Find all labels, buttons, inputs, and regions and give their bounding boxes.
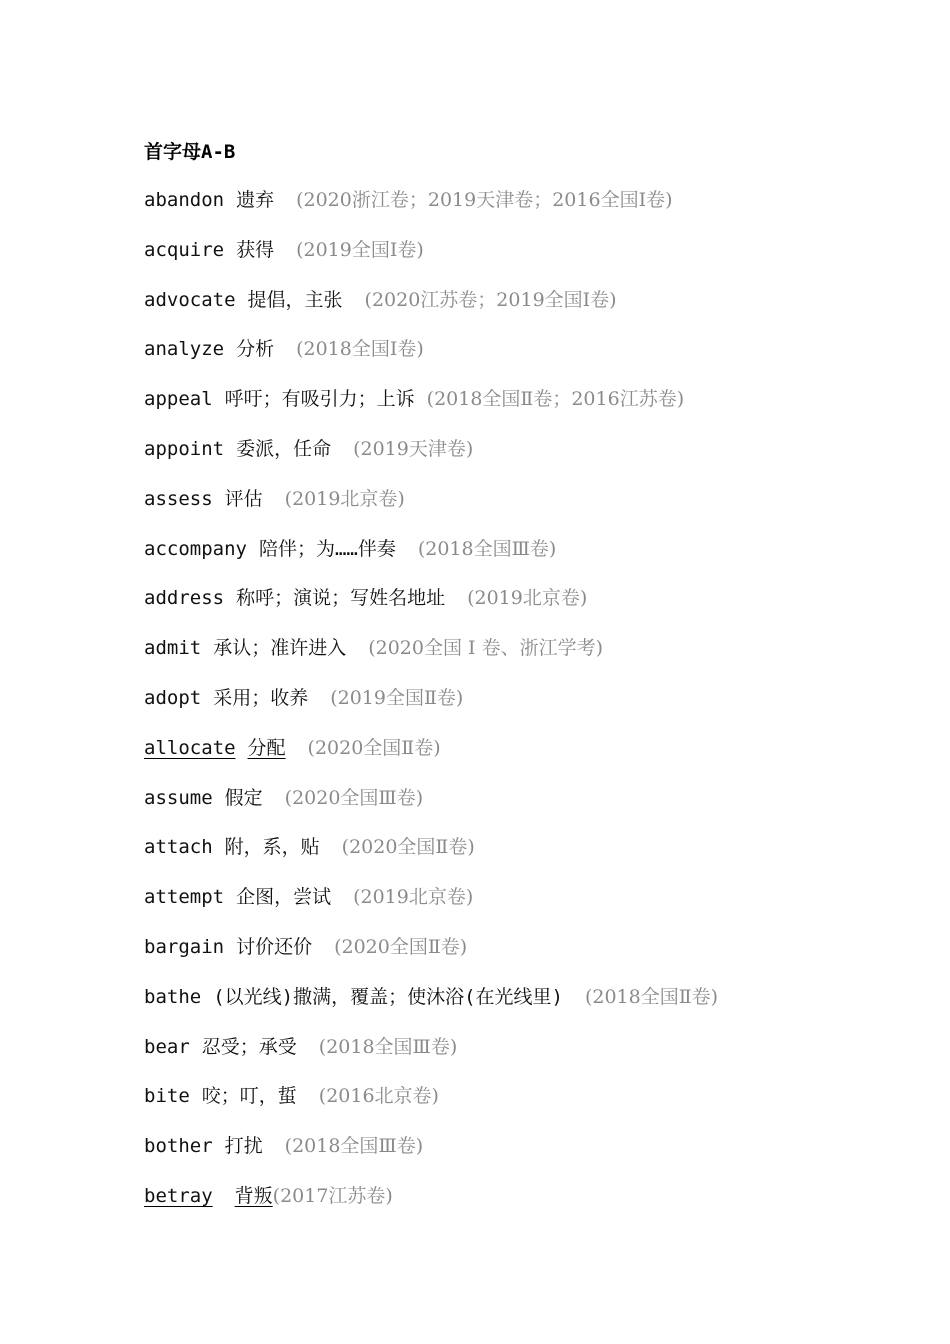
- entry-source: (2020全国Ⅱ卷): [341, 836, 475, 859]
- entry-meaning: 承认；准许进入: [213, 637, 347, 660]
- list-item: [144, 185, 924, 235]
- entry-source: (2018全国Ⅱ卷): [584, 985, 719, 1008]
- entry-meaning: 评估: [224, 487, 263, 510]
- list-item: [144, 783, 924, 833]
- entry-word: assess: [144, 487, 213, 510]
- entry-meaning: 采用；收养: [213, 686, 309, 709]
- entry-word: appoint: [144, 437, 225, 460]
- entry-source: (2018全国Ⅰ卷): [296, 338, 424, 361]
- entry-source: (2016北京卷): [318, 1085, 439, 1108]
- entry-meaning: 获得: [236, 238, 275, 261]
- list-item: [144, 1181, 924, 1231]
- entry-meaning: 附，系，贴: [224, 836, 320, 859]
- entry-word: allocate: [144, 736, 236, 759]
- entry-word: attach: [144, 836, 213, 859]
- entry-meaning: 咬；叮，蜇: [201, 1085, 297, 1108]
- vocabulary-list: [144, 185, 924, 1231]
- list-item: [144, 384, 924, 434]
- entry-word: attempt: [144, 886, 225, 909]
- entry-source: (2019北京卷): [284, 487, 405, 510]
- section-heading: 首字母A-B: [144, 141, 236, 163]
- entry-word: address: [144, 587, 225, 610]
- entry-source: (2018全国Ⅲ卷): [318, 1035, 458, 1058]
- entry-word: analyze: [144, 338, 225, 361]
- list-item: [144, 882, 924, 932]
- entry-word: appeal: [144, 388, 213, 411]
- entry-word: advocate: [144, 288, 236, 311]
- entry-meaning: 打扰: [224, 1135, 263, 1158]
- list-item: [144, 484, 924, 534]
- entry-meaning: 背叛: [234, 1184, 273, 1207]
- entry-word: bathe: [144, 985, 202, 1008]
- list-item: [144, 832, 924, 882]
- list-item: [144, 285, 924, 335]
- list-item: [144, 1032, 924, 1082]
- list-item: [144, 733, 924, 783]
- entry-meaning: 假定: [224, 786, 263, 809]
- entry-word: bite: [144, 1085, 190, 1108]
- entry-source: (2018全国Ⅱ卷；2016江苏卷): [426, 388, 685, 411]
- entry-word: bother: [144, 1135, 213, 1158]
- entry-source: (2020全国 Ⅰ 卷、浙江学考): [368, 637, 603, 660]
- entry-source: (2020全国Ⅱ卷): [334, 935, 468, 958]
- entry-word: abandon: [144, 189, 225, 211]
- entry-source: (2017江苏卷): [272, 1184, 393, 1207]
- entry-source: (2019北京卷): [467, 587, 588, 610]
- list-item: [144, 534, 924, 584]
- entry-meaning: 陪伴；为……伴奏: [258, 537, 396, 560]
- entry-meaning: 遗弃: [236, 189, 275, 211]
- list-item: [144, 982, 924, 1032]
- entry-meaning: 分配: [247, 736, 286, 759]
- entry-source: (2020全国Ⅲ卷): [284, 786, 424, 809]
- entry-meaning: 呼吁；有吸引力；上诉: [224, 388, 415, 411]
- list-item: [144, 235, 924, 285]
- entry-meaning: (以光线)撒满，覆盖；使沐浴(在光线里): [213, 985, 563, 1008]
- entry-meaning: 忍受；承受: [201, 1035, 297, 1058]
- entry-word: betray: [144, 1184, 213, 1207]
- entry-source: (2020浙江卷；2019天津卷；2016全国Ⅰ卷): [296, 189, 673, 211]
- entry-meaning: 提倡，主张: [247, 288, 343, 311]
- list-item: [144, 683, 924, 733]
- entry-meaning: 讨价还价: [236, 935, 313, 958]
- entry-meaning: 委派，任命: [236, 437, 332, 460]
- list-item: [144, 1081, 924, 1131]
- entry-source: (2019全国Ⅰ卷): [296, 238, 424, 261]
- list-item: [144, 334, 924, 384]
- entry-word: bargain: [144, 935, 225, 958]
- entry-source: (2018全国Ⅲ卷): [284, 1135, 424, 1158]
- entry-meaning: 分析: [236, 338, 275, 361]
- entry-source: (2019全国Ⅱ卷): [330, 686, 464, 709]
- entry-source: (2019北京卷): [353, 886, 474, 909]
- entry-word: bear: [144, 1035, 190, 1058]
- entry-word: acquire: [144, 238, 225, 261]
- document-page: [144, 136, 924, 1231]
- entry-source: (2020全国Ⅱ卷): [307, 736, 441, 759]
- entry-word: admit: [144, 637, 202, 660]
- entry-source: (2019天津卷): [353, 437, 474, 460]
- list-item: [144, 932, 924, 982]
- entry-meaning: 称呼；演说；写姓名地址: [236, 587, 446, 610]
- entry-word: assume: [144, 786, 213, 809]
- entry-word: adopt: [144, 686, 202, 709]
- entry-meaning: 企图，尝试: [236, 886, 332, 909]
- entry-source: (2018全国Ⅲ卷): [417, 537, 557, 560]
- list-item: [144, 583, 924, 633]
- list-item: [144, 633, 924, 683]
- list-item: [144, 1131, 924, 1181]
- entry-word: accompany: [144, 537, 247, 560]
- entry-source: (2020江苏卷；2019全国Ⅰ卷): [364, 288, 617, 311]
- list-item: [144, 434, 924, 484]
